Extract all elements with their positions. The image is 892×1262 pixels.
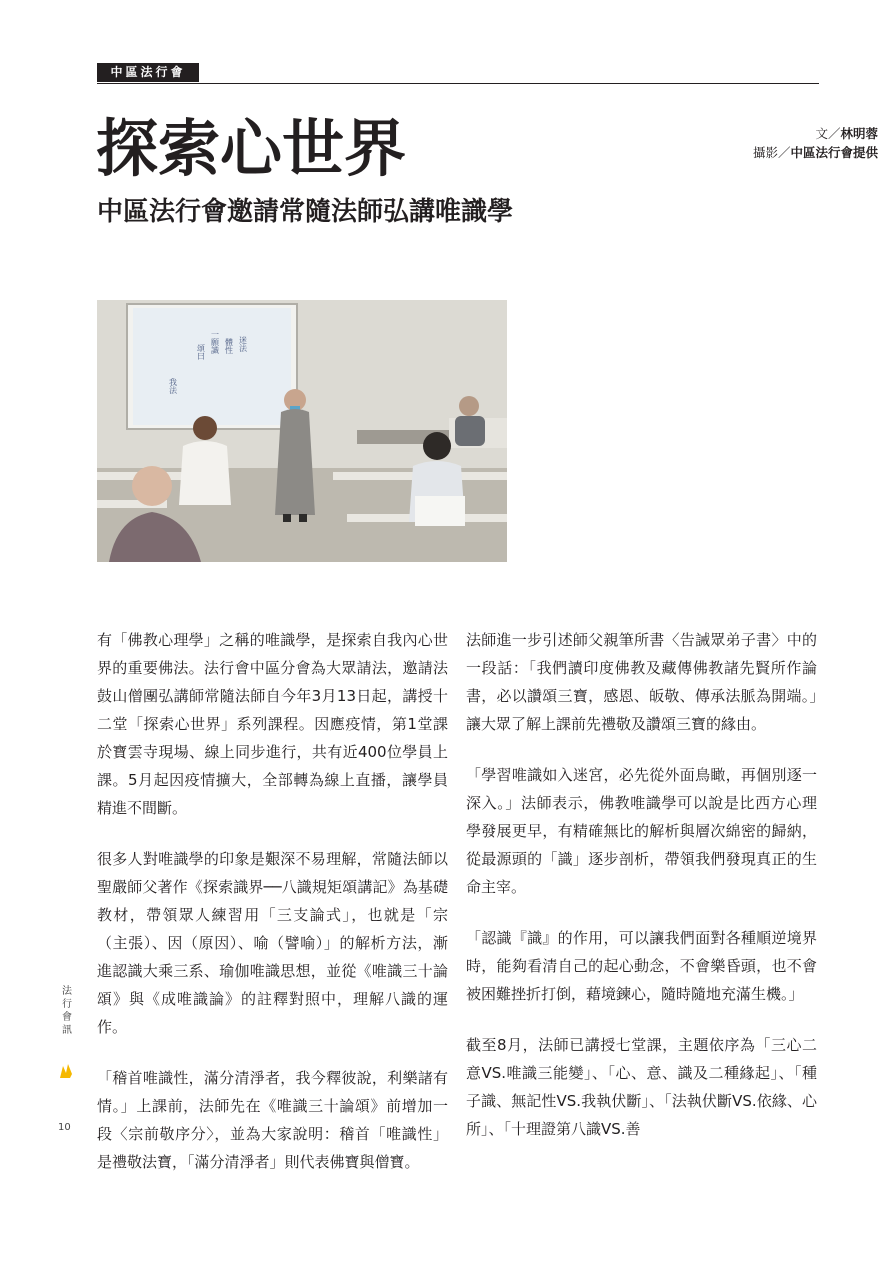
- photo-credit-name: 中區法行會提供: [790, 145, 878, 160]
- article-title: 探索心世界: [96, 112, 407, 185]
- writer-name: 林明蓉: [840, 126, 878, 141]
- section-tag: 中區法行會: [97, 63, 199, 82]
- byline: [753, 124, 878, 162]
- photo-credit: [753, 143, 878, 162]
- paragraph: 「認識『識』的作用，可以讓我們面對各種順逆境界時，能夠看清自己的起心動念，不會樂昏頭，也不會被困難挫折打倒，藉境鍊心，隨時隨地充滿生機。」: [466, 929, 817, 1003]
- paragraph: 「學習唯識如入迷宮，必先從外面鳥瞰，再個別逐一深入。」法師表示，佛教唯識學可以說是比西方心理學發展更早，有精確無比的解析與層次綿密的歸納，從最源頭的「識」逐步剖析，帶領我們發現真正的生命主宰。: [466, 766, 817, 896]
- article-column-right: [466, 626, 817, 1166]
- paragraph: 截至8月，法師已講授七堂課，主題依序為「三心二意VS.唯識三能變」、「心、意、識及二種緣起」、「種子識、無記性VS.我執伏斷」、「法執伏斷VS.依緣、心所」、「十理證第八識VS.善: [466, 1036, 817, 1138]
- writer-label: 文／: [815, 126, 841, 141]
- paragraph: 「稽首唯識性，滿分清淨者，我今釋彼說，利樂諸有情。」上課前，法師先在《唯識三十論頌》前增加一段〈宗前敬序分〉，並為大家說明：稽首「唯識性」是禮敬法寶，「滿分清淨者」則代表佛寶與僧寶。: [97, 1069, 448, 1171]
- lecture-photo-illustration: [97, 300, 507, 562]
- photo-label: 攝影／: [752, 145, 791, 160]
- magazine-brand: 法行會訊: [62, 986, 72, 1036]
- paragraph: 法師進一步引述師父親筆所書〈告誡眾弟子書〉中的一段話：「我們讀印度佛教及藏傳佛教諸先賢所作論書，必以讚頌三寶，感恩、皈敬、傳承法脈為開端。」讓大眾了解上課前先禮敬及讚頌三寶的緣由。: [466, 631, 817, 733]
- page-number: 10: [58, 1122, 71, 1133]
- slide-line: 一願識: [210, 330, 220, 354]
- slide-line: 迷法: [238, 336, 248, 352]
- slide-line: 體性: [224, 338, 234, 354]
- paragraph: 有「佛教心理學」之稱的唯識學，是探索自我內心世界的重要佛法。法行會中區分會為大眾請法，邀請法鼓山僧團弘講師常隨法師自今年3月13日起，講授十二堂「探索心世界」系列課程。因應疫情，第1堂課於寶雲寺現場、線上同步進行，共有近400位學員上課。5月起因疫情擴大，全部轉為線上直播，讓學員精進不間斷。: [97, 631, 448, 817]
- brand-flame-icon: [58, 1062, 74, 1080]
- header-rule: [97, 83, 819, 84]
- paragraph: 很多人對唯識學的印象是艱深不易理解，常隨法師以聖嚴師父著作《探索識界──八識規矩頌講記》為基礎教材，帶領眾人練習用「三支論式」，也就是「宗（主張）、因（原因）、喻（譬喻）」的解析方法，漸進認識大乘三系、瑜伽唯識思想，並從《唯識三十論頌》與《成唯識論》的註釋對照中，理解八識的運作。: [97, 850, 448, 1036]
- writer-credit: [753, 124, 878, 143]
- slide-line: 我法: [168, 378, 178, 394]
- article-column-left: [97, 626, 448, 1199]
- lecture-photo: [97, 300, 507, 562]
- article-subtitle: 中區法行會邀請常隨法師弘講唯識學: [97, 197, 514, 227]
- slide-line: 頌曰: [196, 344, 206, 360]
